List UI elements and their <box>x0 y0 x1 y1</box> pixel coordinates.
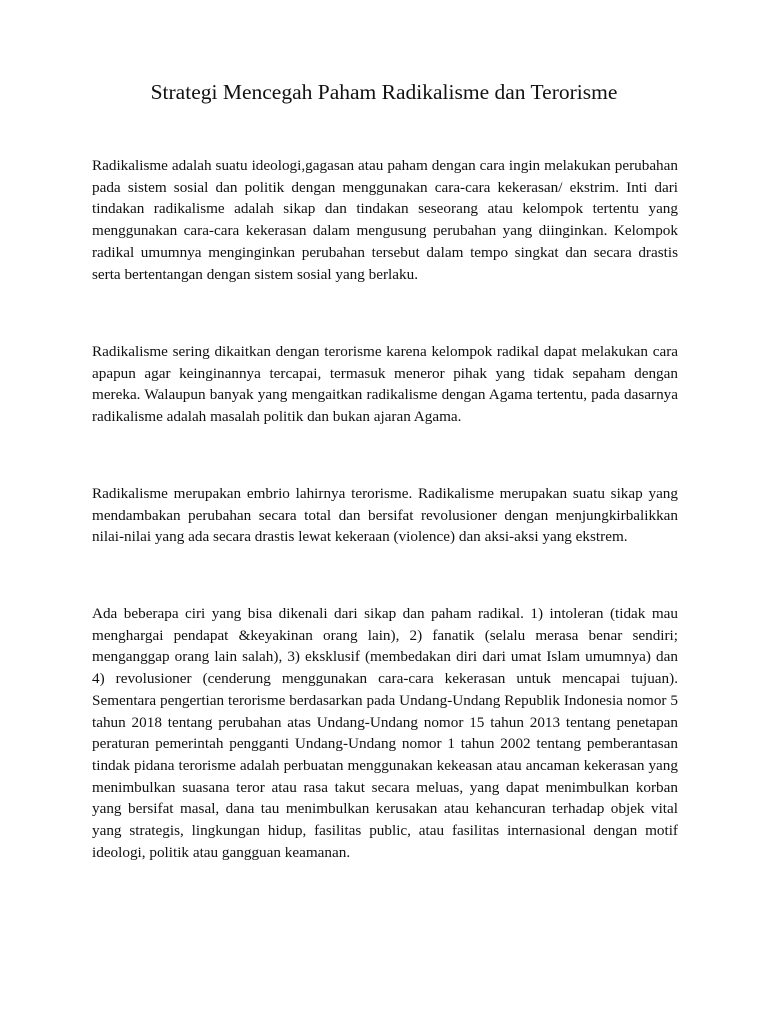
paragraph-4: Ada beberapa ciri yang bisa dikenali dari sikap dan paham radikal. 1) intoleran (tidak mau menghargai pendapat &keyakinan orang lain), 2) fanatik (selalu merasa benar sendiri; menganggap orang lain salah), 3) eksklusif (membedakan diri dari umat Islam umumnya) dan 4) revolusioner (cenderung menggunakan cara-cara kekerasan untuk mencapai tujuan). Sementara pengertian terorisme berdasarkan pada Undang-Undang Republik Indonesia nomor 5 tahun 2018 tentang perubahan atas Undang-Undang nomor 15 tahun 2013 tentang penetapan peraturan pemerintah pengganti Undang-Undang nomor 1 tahun 2002 tentang pemberantasan tindak pidana terorisme adalah perbuatan menggunakan kekeasan atau ancaman kekerasan yang menimbulkan suasana teror atau rasa takut secara meluas, yang dapat menimbulkan korban yang bersifat masal, dana tau menimbulkan kerusakan atau kehancuran terhadap objek vital yang strategis, lingkungan hidup, fasilitas public, atau fasilitas internasional dengan motif ideologi, politik atau gangguan keamanan. <box>92 605 678 861</box>
paragraph-1: Radikalisme adalah suatu ideologi,gagasan atau paham dengan cara ingin melakukan perubahan pada sistem sosial dan politik dengan menggunakan cara-cara kekerasan/ ekstrim. Inti dari tindakan radikalisme adalah sikap dan tindakan seseorang atau kelompok tertentu yang menggunakan cara-cara kekerasan dalam mengusung perubahan yang diinginkan. Kelompok radikal umumnya menginginkan perubahan tersebut dalam tempo singkat dan secara drastis serta bertentangan dengan sistem sosial yang berlaku. <box>92 157 678 283</box>
paragraph-3: Radikalisme merupakan embrio lahirnya terorisme. Radikalisme merupakan suatu sikap yang mendambakan perubahan secara total dan bersifat revolusioner dengan menjungkirbalikkan nilai-nilai yang ada secara drastis lewat kekeraan (violence) dan aksi-aksi yang ekstrem. <box>92 485 678 546</box>
paragraph-2: Radikalisme sering dikaitkan dengan terorisme karena kelompok radikal dapat melakukan cara apapun agar keinginannya tercapai, termasuk meneror pihak yang tidak sepaham dengan mereka. Walaupun banyak yang mengaitkan radikalisme dengan Agama tertentu, pada dasarnya radikalisme adalah masalah politik dan bukan ajaran Agama. <box>92 343 678 426</box>
document-title: Strategi Mencegah Paham Radikalisme dan Terorisme <box>150 80 618 104</box>
